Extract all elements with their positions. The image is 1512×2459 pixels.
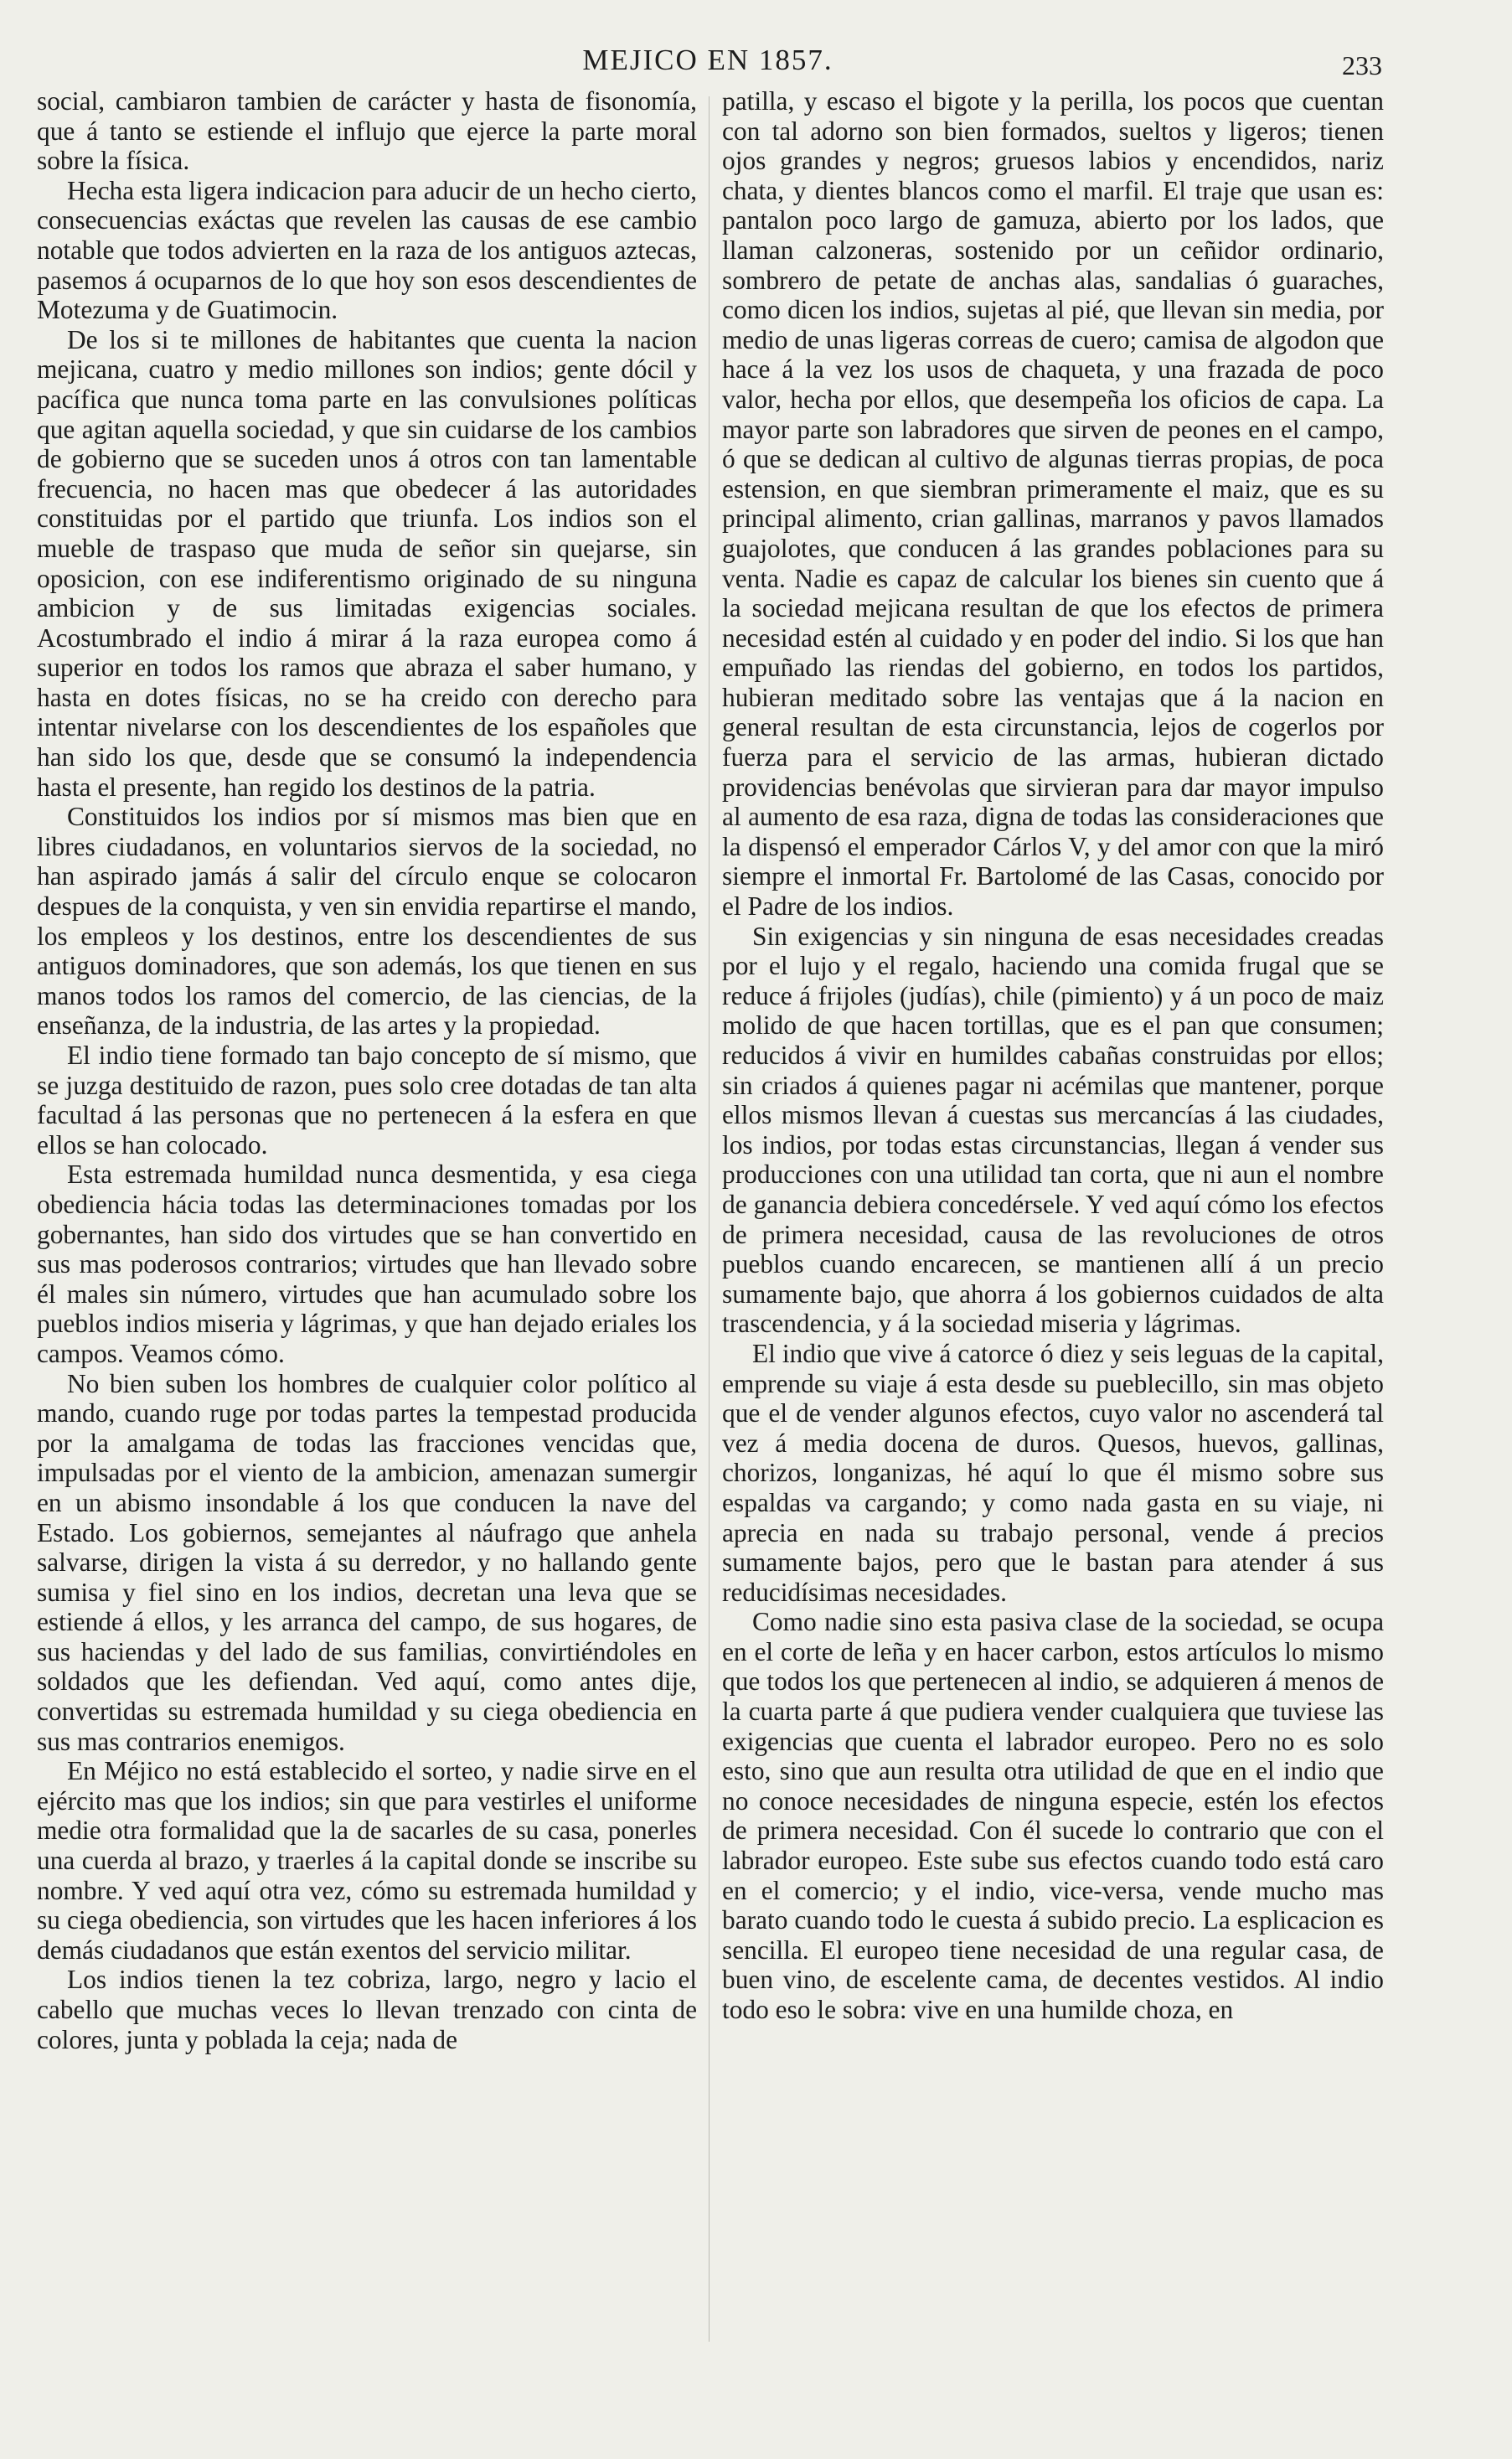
- paragraph: En Méjico no está establecido el sorteo, y nadie sirve en el ejército mas que los indios; sin que para vestirles el uniforme medie otra formalidad que la de sacarles de su casa, ponerles una cuerda al brazo, y traerles á la capital donde se inscribe su nombre. Y ved aquí otra vez, cómo su estremada humildad y su ciega obediencia, son virtudes que les hacen inferiores á los demás ciudadanos que están exentos del servicio militar.: [37, 1756, 697, 1965]
- page-number: 233: [1342, 50, 1382, 80]
- paragraph: De los si te millones de habitantes que cuenta la nacion mejicana, cuatro y medio millones son indios; gente dócil y pacífica que nunca toma parte en las convulsiones políticas que agitan aquella sociedad, y que sin cuidarse de los cambios de gobierno que se suceden unos á otros con tan lamentable frecuencia, no hacen mas que obedecer á las autoridades constituidas por el partido que triunfa. Los indios son el mueble de traspaso que muda de señor sin quejarse, sin oposicion, con ese indiferentismo originado de su ninguna ambicion y de sus limitadas exigencias sociales. Acostumbrado el indio á mirar á la raza europea como á superior en todos los ramos que abraza el saber humano, y hasta en dotes físicas, no se ha creido con derecho para intentar nivelarse con los descendientes de los españoles que han sido los que, desde que se consumó la independencia hasta el presente, han regido los destinos de la patria.: [37, 324, 697, 802]
- right-column: [722, 86, 1384, 2025]
- paragraph: social, cambiaron tambien de carácter y hasta de fisonomía, que á tanto se estiende el influjo que ejerce la parte moral sobre la física.: [37, 86, 697, 176]
- column-divider: [709, 96, 710, 2342]
- paragraph: Hecha esta ligera indicacion para aducir de un hecho cierto, consecuencias exáctas que revelen las causas de ese cambio notable que todos advierten en la raza de los antiguos aztecas, pasemos á ocuparnos de lo que hoy son esos descendientes de Motezuma y de Guatimocin.: [37, 175, 697, 325]
- left-column: [37, 86, 697, 2054]
- paragraph: Esta estremada humildad nunca desmentida, y esa ciega obediencia hácia todas las determinaciones tomadas por los gobernantes, han sido dos virtudes que se han convertido en sus mas poderosos contrarios; virtudes que han llevado sobre él males sin número, virtudes que han acumulado sobre los pueblos indios miseria y lágrimas, y que han dejado eriales los campos. Veamos cómo.: [37, 1160, 697, 1368]
- paragraph: Como nadie sino esta pasiva clase de la sociedad, se ocupa en el corte de leña y en hacer carbon, estos artículos lo mismo que todos los que pertenecen al indio, se adquieren á menos de la cuarta parte á que pudiera vender cualquiera que tuviese las exigencias que cuenta el labrador europeo. Pero no es solo esto, sino que aun resulta otra utilidad de que en el indio que no conoce necesidades de ninguna especie, estén los efectos de primera necesidad. Con él sucede lo contrario que con el labrador europeo. Este sube sus efectos cuando todo está caro en el comercio; y el indio, vice-versa, vende mucho mas barato cuando todo le cuesta á subido precio. La esplicacion es sencilla. El europeo tiene necesidad de una regular casa, de buen vino, de escelente cama, de decentes vestidos. Al indio todo eso le sobra: vive en una humilde choza, en: [722, 1607, 1384, 2024]
- page-header: [34, 44, 1382, 80]
- paragraph: No bien suben los hombres de cualquier color político al mando, cuando ruge por todas partes la tempestad producida por la amalgama de todas las fracciones vencidas que, impulsadas por el viento de la ambicion, amenazan sumergir en un abismo insondable á los que conducen la nave del Estado. Los gobiernos, semejantes al náufrago que anhela salvarse, dirigen la vista á su derredor, y no hallando gente sumisa y fiel sino en los indios, decretan una leva que se estiende á ellos, y les arranca del campo, de sus hogares, de sus haciendas y del lado de sus familias, convirtiéndoles en soldados que les defiendan. Ved aquí, como antes dije, convertidas su estremada humildad y su ciega obediencia en sus mas contrarios enemigos.: [37, 1368, 697, 1756]
- paragraph: El indio que vive á catorce ó diez y seis leguas de la capital, emprende su viaje á esta desde su pueblecillo, sin mas objeto que el de vender algunos efectos, cuyo valor no ascenderá tal vez á media docena de duros. Quesos, huevos, gallinas, chorizos, longanizas, hé aquí lo que él mismo sobre sus espaldas va cargando; y como nada gasta en su viaje, ni aprecia en nada su trabajo personal, vende á precios sumamente bajos, pero que le bastan para atender á sus reducidísimas necesidades.: [722, 1338, 1384, 1607]
- paragraph: Sin exigencias y sin ninguna de esas necesidades creadas por el lujo y el regalo, haciendo una comida frugal que se reduce á frijoles (judías), chile (pimiento) y á un poco de maiz molido de que hacen tortillas, que es el pan que consumen; reducidos á vivir en humildes cabañas construidas por ellos; sin criados á quienes pagar ni acémilas que mantener, porque ellos mismos llevan á cuestas sus mercancías á las ciudades, los indios, por todas estas circunstancias, llegan á vender sus producciones con una utilidad tan corta, que ni aun el nombre de ganancia debiera concedérsele. Y ved aquí cómo los efectos de primera necesidad, causa de las revoluciones de otros pueblos cuando encarecen, se mantienen allí á un precio sumamente bajo, que ahorra á los gobiernos cuidados de alta trascendencia, y á la sociedad miseria y lágrimas.: [722, 921, 1384, 1339]
- running-title: MEJICO EN 1857.: [582, 44, 833, 76]
- paragraph: Los indios tienen la tez cobriza, largo, negro y lacio el cabello que muchas veces lo llevan trenzado con cinta de colores, junta y poblada la ceja; nada de: [37, 1965, 697, 2054]
- paragraph: El indio tiene formado tan bajo concepto de sí mismo, que se juzga destituido de razon, pues solo cree dotadas de tan alta facultad á las personas que no pertenecen á la esfera en que ellos se han colocado.: [37, 1041, 697, 1160]
- paragraph: patilla, y escaso el bigote y la perilla, los pocos que cuentan con tal adorno son bien formados, sueltos y ligeros; tienen ojos grandes y negros; gruesos labios y encendidos, nariz chata, y dientes blancos como el marfil. El traje que usan es: pantalon poco largo de gamuza, abierto por los lados, que llaman calzoneras, sostenido por un ceñidor ordinario, sombrero de petate de anchas alas, sandalias ó guaraches, como dicen los indios, sujetas al pié, que llevan sin media, por medio de unas ligeras correas de cuero; camisa de algodon que hace á la vez los usos de chaqueta, y una frazada de poco valor, hecha por ellos, que desempeña los oficios de capa. La mayor parte son labradores que sirven de peones en el campo, ó que se dedican al cultivo de algunas tierras propias, de poca estension, en que siembran primeramente el maiz, que es su principal alimento, crian gallinas, marranos y pavos llamados guajolotes, que conducen á las grandes poblaciones para su venta. Nadie es capaz de calcular los bienes sin cuento que á la sociedad mejicana resultan de que los efectos de primera necesidad estén al cuidado y en poder del indio. Si los que han empuñado las riendas del gobierno, en todos los partidos, hubieran meditado sobre las ventajas que á la nacion en general resultan de esta circunstancia, lejos de cogerlos por fuerza para el servicio de las armas, hubieran dictado providencias benévolas que sirvieran para dar mayor impulso al aumento de esa raza, digna de todas las consideraciones que la dispensó el emperador Cárlos V, y del amor con que la miró siempre el inmortal Fr. Bartolomé de las Casas, conocido por el Padre de los indios.: [722, 86, 1384, 922]
- paragraph: Constituidos los indios por sí mismos mas bien que en libres ciudadanos, en voluntarios siervos de la sociedad, no han aspirado jamás á salir del círculo enque se colocaron despues de la conquista, y ven sin envidia repartirse el mando, los empleos y los destinos, entre los descendientes de sus antiguos dominadores, que son además, los que tienen en sus manos todos los ramos del comercio, de las ciencias, de la enseñanza, de la industria, de las artes y la propiedad.: [37, 802, 697, 1041]
